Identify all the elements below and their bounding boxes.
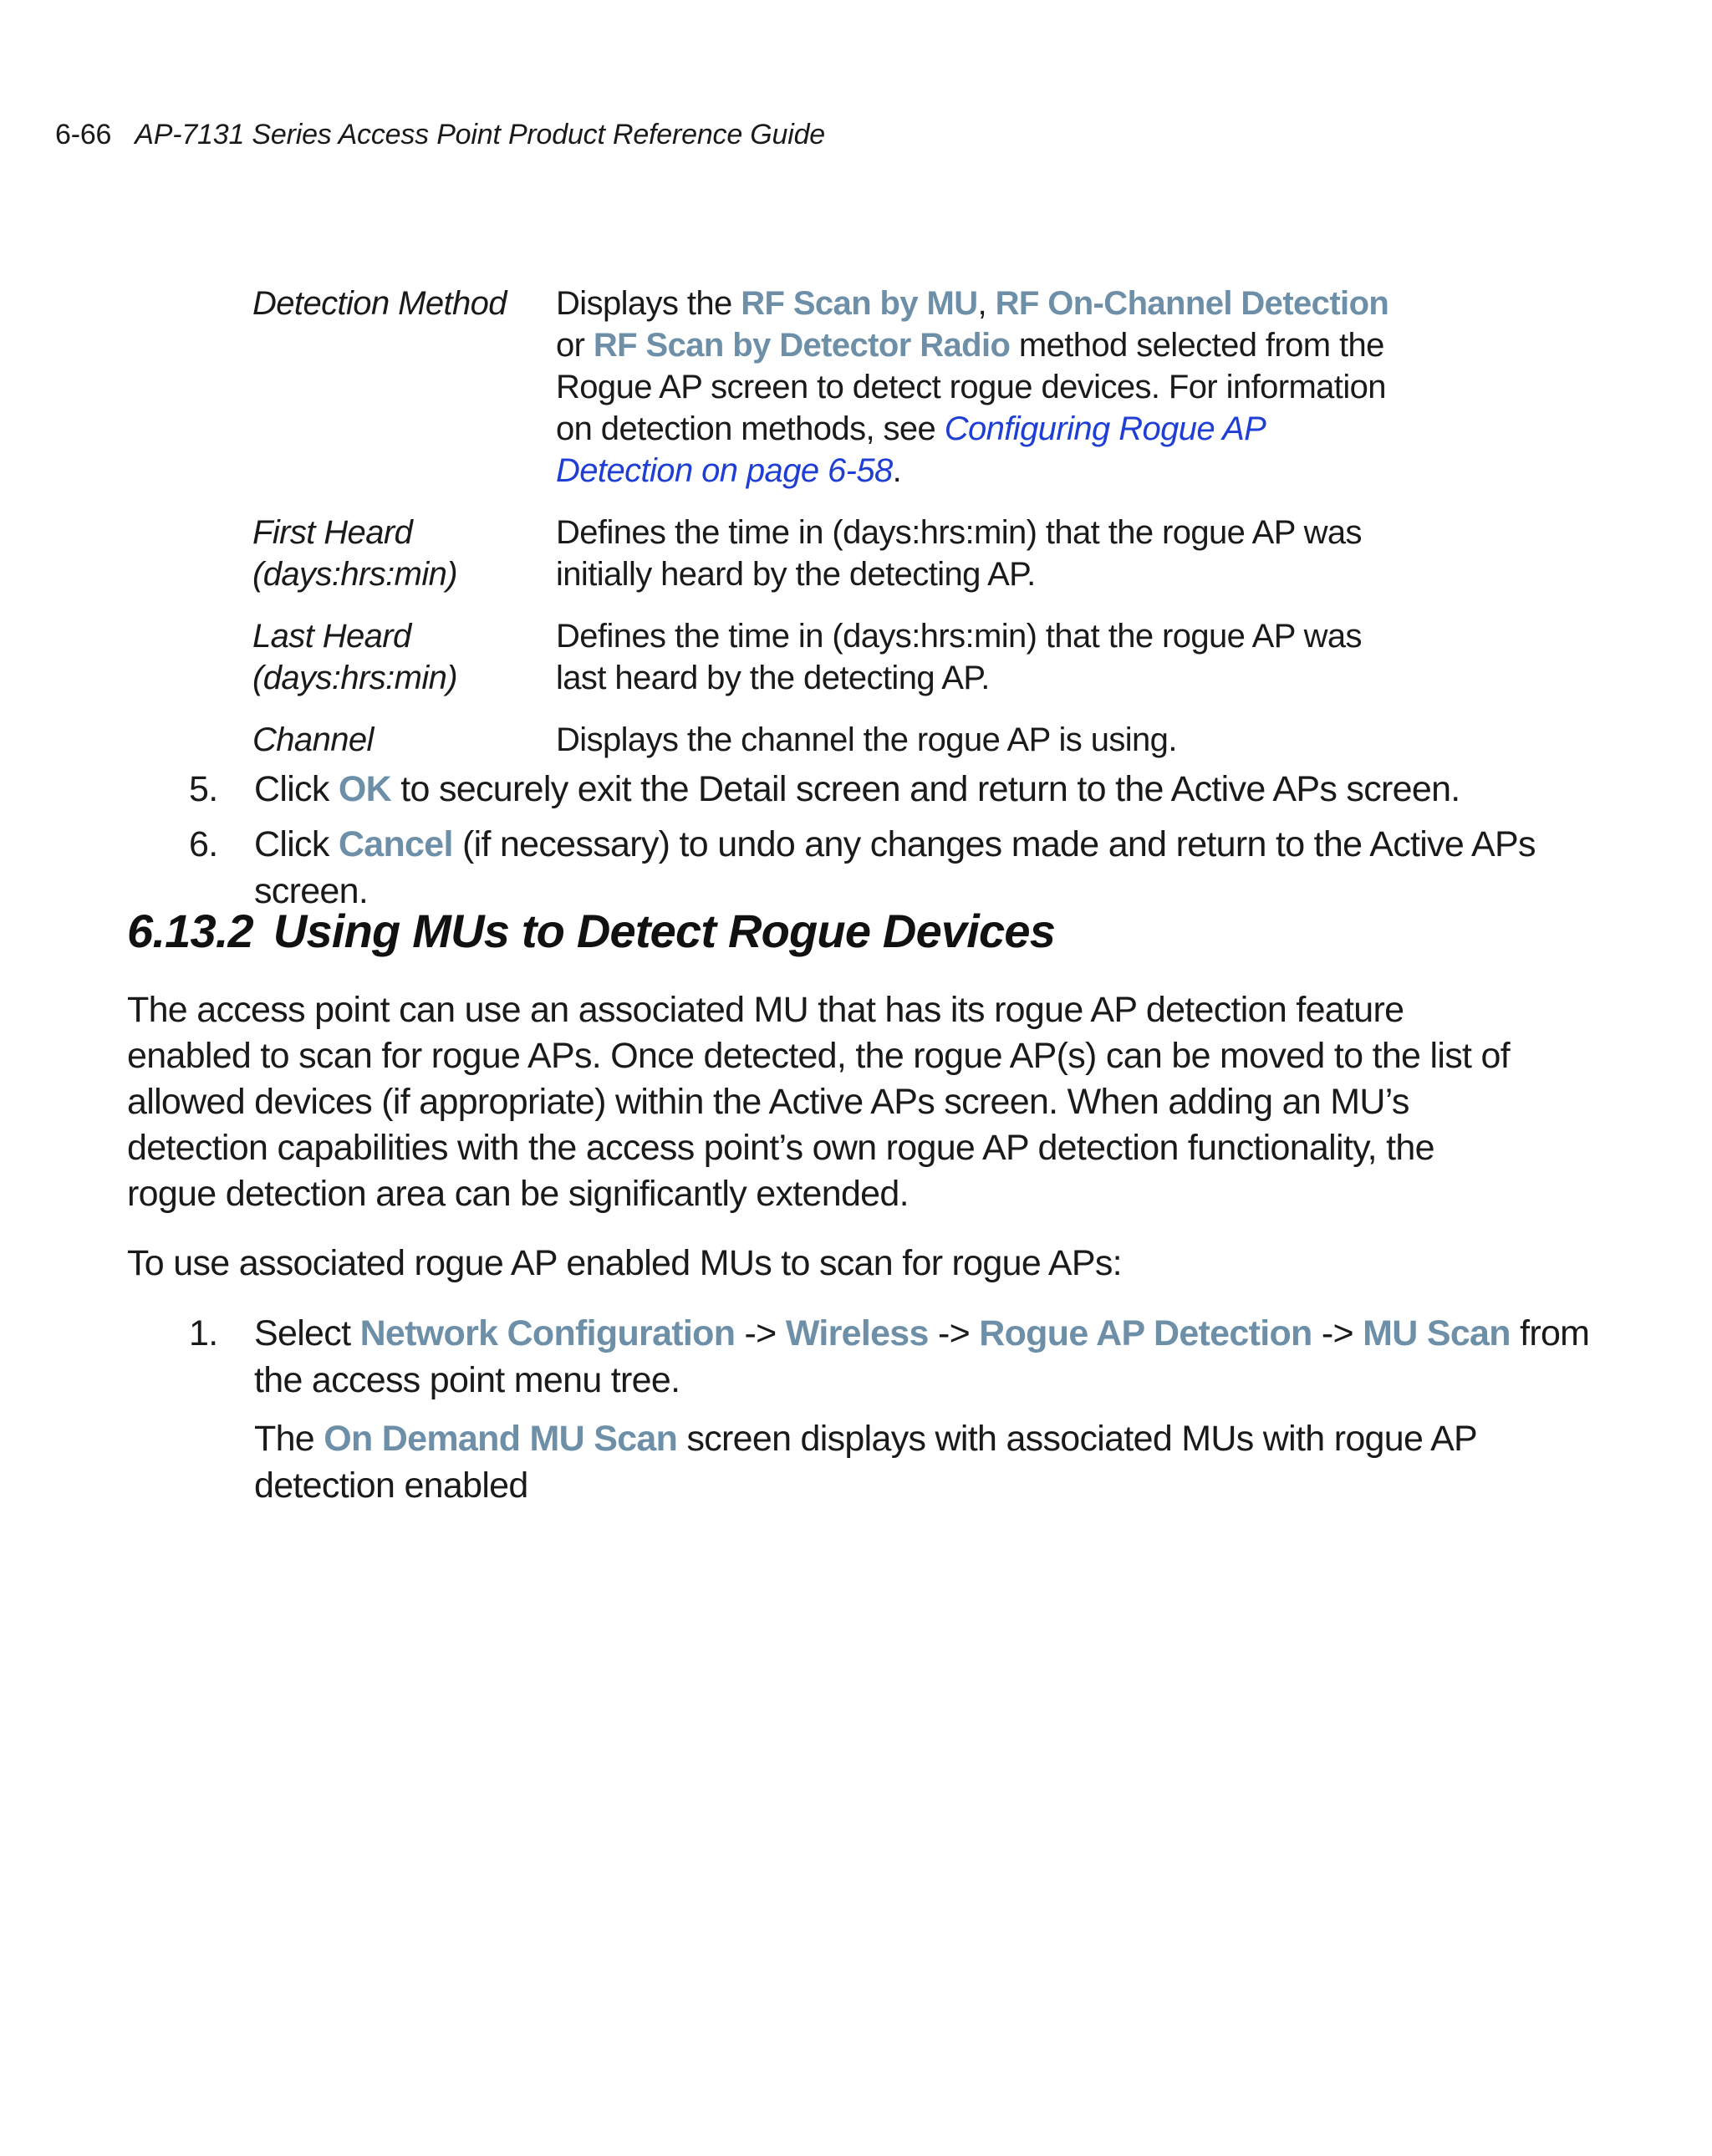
cross-reference-link[interactable]: Configuring Rogue AP Detection on page 6-58 xyxy=(556,410,1265,489)
step-subparagraph xyxy=(189,1415,1592,1509)
step-text: Select Network Configuration -> Wireless -> Rogue AP Detection -> MU Scan from the access point menu tree. xyxy=(254,1313,1590,1400)
step-text: Click OK to securely exit the Detail screen and return to the Active APs screen. xyxy=(254,769,1460,809)
page-header xyxy=(55,119,825,151)
definition-description: Defines the time in (days:hrs:min) that the rogue AP was initially heard by the detecting AP. xyxy=(556,514,1362,593)
menu-wireless: Wireless xyxy=(785,1313,929,1353)
step-item xyxy=(189,1310,1592,1404)
step-number: 5. xyxy=(189,769,218,809)
section-title: Using MUs to Detect Rogue Devices xyxy=(273,905,1056,957)
guide-title: AP-7131 Series Access Point Product Reference Guide xyxy=(135,119,826,150)
ok-button-ref: OK xyxy=(338,769,392,809)
definition-term: Detection Method xyxy=(252,285,507,322)
definition-description: Displays the channel the rogue AP is using. xyxy=(556,721,1177,758)
definition-row xyxy=(252,512,1423,595)
section-heading xyxy=(127,904,1055,958)
step-list-top xyxy=(189,766,1592,915)
step-number: 1. xyxy=(189,1313,218,1353)
step-item xyxy=(189,821,1592,915)
definition-description: Displays the RF Scan by MU, RF On-Channel Detection or RF Scan by Detector Radio method selected from the Rogue AP screen to detect rogue devices. For information on detection methods, see Configuring Rogue AP Detection on page 6-58. xyxy=(556,285,1389,489)
option-rf-on-channel-detection: RF On-Channel Detection xyxy=(995,285,1389,322)
definition-description: Defines the time in (days:hrs:min) that the rogue AP was last heard by the detecting AP. xyxy=(556,618,1362,696)
definition-row xyxy=(252,719,1423,761)
option-rf-scan-by-mu: RF Scan by MU xyxy=(741,285,978,322)
lead-in-paragraph: To use associated rogue AP enabled MUs to scan for rogue APs: xyxy=(127,1243,1122,1283)
page-number: 6-66 xyxy=(55,119,112,150)
screen-on-demand-mu-scan: On Demand MU Scan xyxy=(324,1419,678,1459)
menu-network-configuration: Network Configuration xyxy=(359,1313,736,1353)
menu-rogue-ap-detection: Rogue AP Detection xyxy=(979,1313,1312,1353)
cancel-button-ref: Cancel xyxy=(338,824,453,864)
section-number: 6.13.2 xyxy=(127,905,253,957)
definition-term: Channel xyxy=(252,721,374,758)
definition-term: First Heard (days:hrs:min) xyxy=(252,514,457,593)
option-rf-scan-by-detector-radio: RF Scan by Detector Radio xyxy=(593,327,1011,364)
menu-mu-scan: MU Scan xyxy=(1363,1313,1511,1353)
definition-table xyxy=(252,283,1423,781)
step-text: Click Cancel (if necessary) to undo any changes made and return to the Active APs screen. xyxy=(254,824,1536,911)
step-item xyxy=(189,766,1592,813)
step-list-bottom xyxy=(189,1310,1592,1509)
intro-paragraph: The access point can use an associated MU that has its rogue AP detection feature enabled to scan for rogue APs. Once detected, the rogue AP(s) can be moved to the list of allowed devices (if appropriate) within the Active APs screen. When adding an MU’s detection capabilities with the access point’s own rogue AP detection functionality, the rogue detection area can be significantly extended. xyxy=(127,990,1510,1214)
definition-term: Last Heard (days:hrs:min) xyxy=(252,618,457,696)
step-note-text: The On Demand MU Scan screen displays with associated MUs with rogue AP detection enabled xyxy=(254,1419,1477,1506)
definition-row xyxy=(252,615,1423,699)
step-number: 6. xyxy=(189,824,218,864)
definition-row xyxy=(252,283,1423,492)
